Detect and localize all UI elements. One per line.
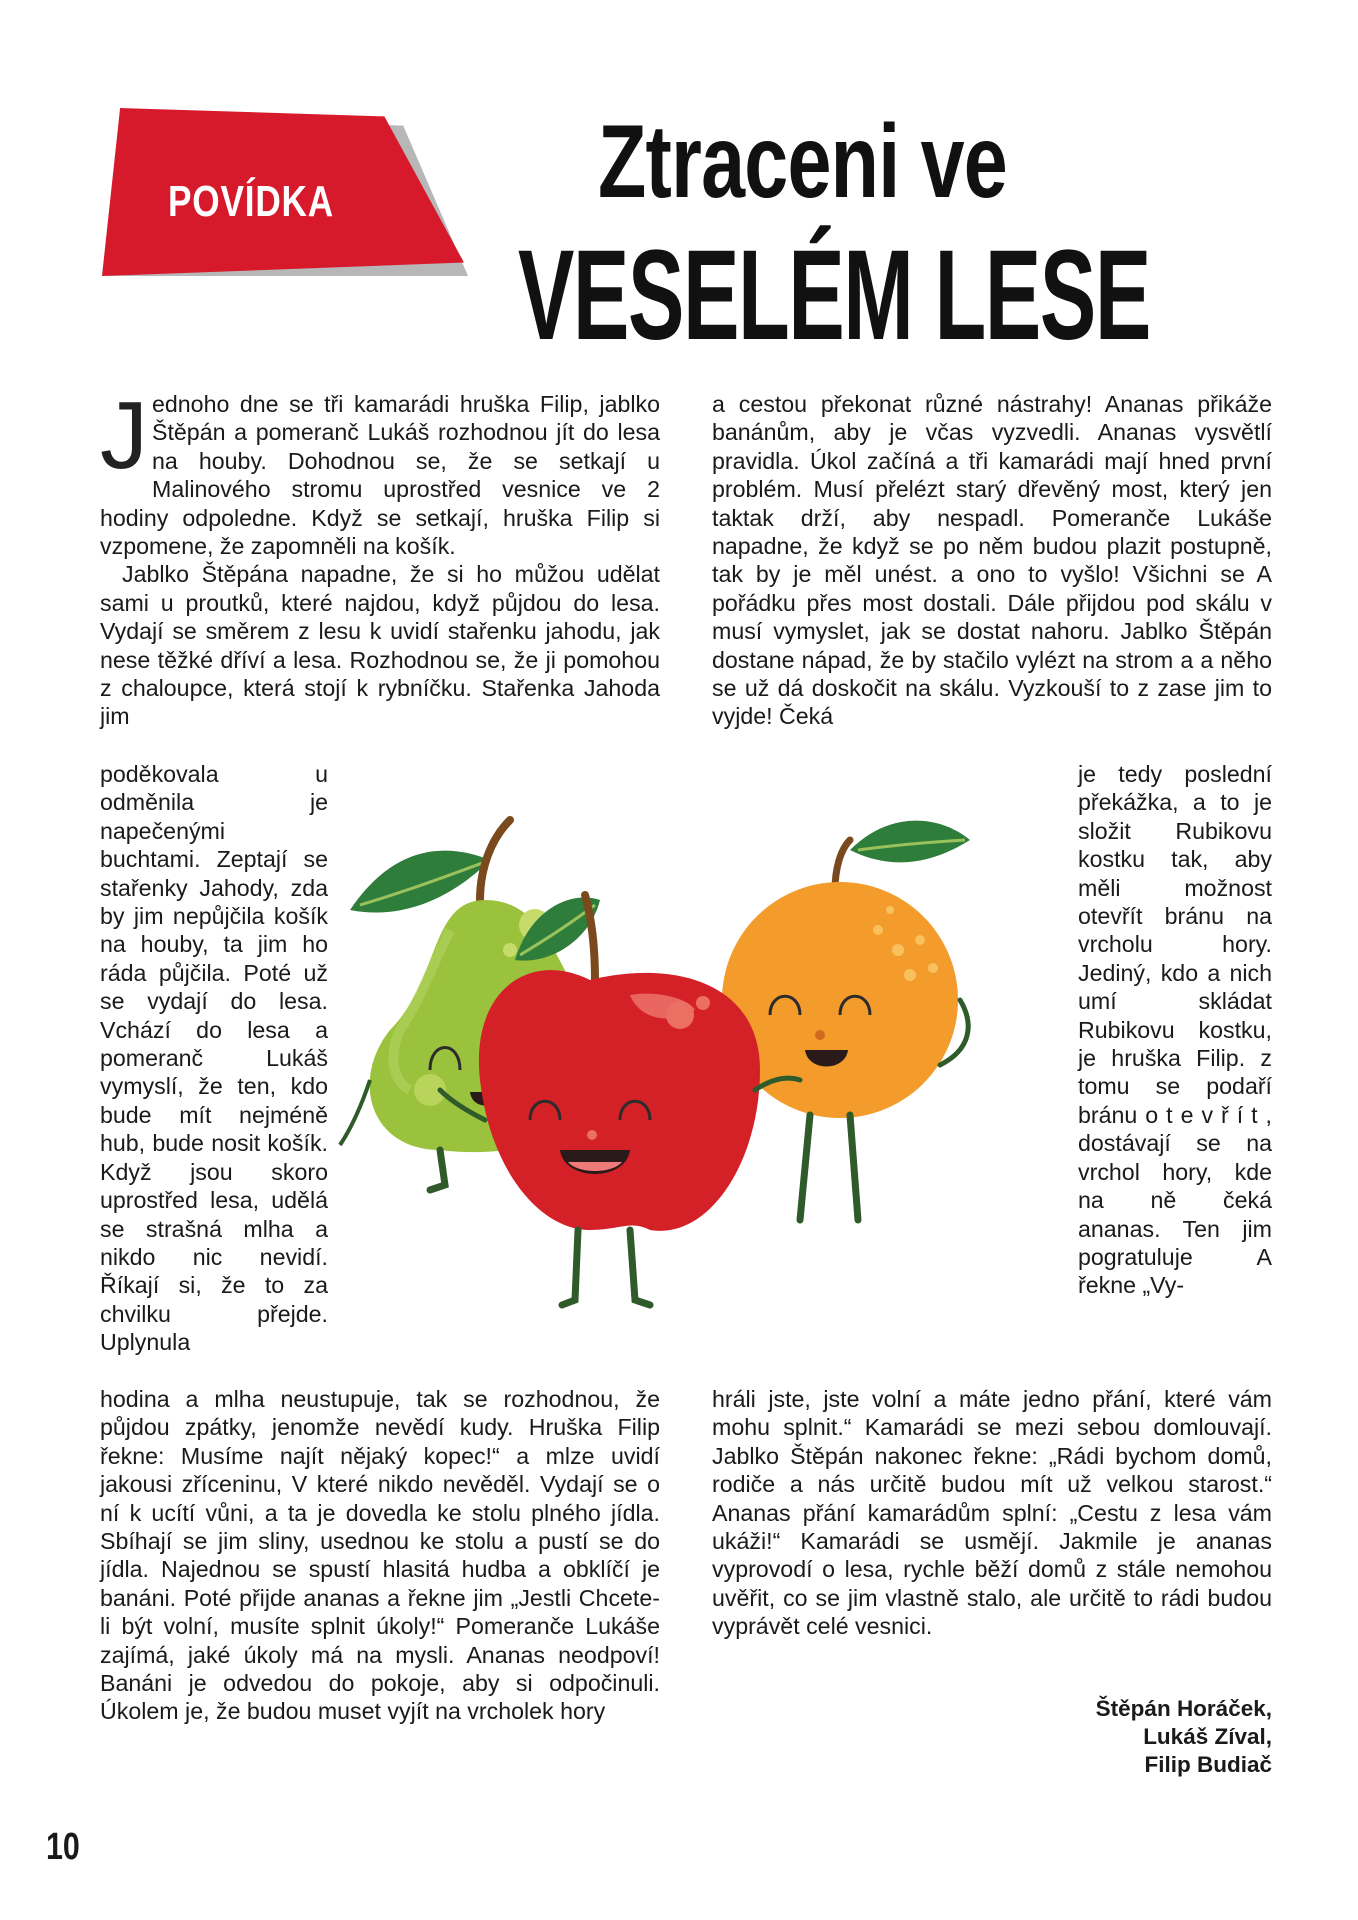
authors [1096,1695,1272,1779]
author-1: Štěpán Horáček, [1095,1696,1272,1721]
article-left-bottom: hodina a mlha neustupuje, tak se rozhodnou, že půjdou zpátky, jenomže nevědí kudy. Hruška Filip řekne: Musíme najít nějaký kopec!“ a mlze uvidí jakousi zříceninu, V které nikdo nevěděl. Vydají se o ní k ucítí vůni, a ta je dovedla ke stolu plného jídla. Sbíhají se jim sliny, usednou ke stolu a pustí se do jídla. Najednou se spustí hlasitá hudba a obklíčí je banáni. Poté přijde ananas a řekne jim „Jestli Chcete-li být volní, musíte splnit úkoly!“ Pomeranče Lukáše zajímá, jaké úkoly má na mysli. Ananas neodpoví! Banáni je odvedou do pokoje, aby si odpočinuli. Úkolem je, že budou muset vyjít na vrcholek hory [100,1386,660,1725]
author-2: Lukáš Zíval, [1143,1724,1272,1749]
article-left-narrow: poděkovala u odměnila je napečenými buchtami. Zeptají se stařenky Jahody, zda by jim nepůjčila košík na houby, ta jim ho ráda půjčila. Poté už se vydají do lesa. Vchází do lesa a pomeranč Lukáš vymyslí, že ten, kdo bude mít nejméně hub, bude nosit košík. Když jsou skoro uprostřed lesa, udělá se strašná mlha a nikdo nic nevidí. Říkají si, že to za chvilku přejde. Uplynula [100,761,328,1356]
drop-cap: J [100,382,148,489]
paragraph-1: ednoho dne se tři kamarádi hruška Filip, jablko Štěpán a pomeranč Lukáš rozhodnou jít do lesa na houby. Dohodnou se, že se setkají u Malinového stromu uprostřed vesnice ve 2 hodiny odpoledne. Když se setkají, hruška Filip si vzpomene, že zapomněli na košík. [100,391,660,560]
article-right-bottom: hráli jste, jste volní a máte jedno přání, které vám mohu splnit.“ Kamarádi se mezi sebou domlouvají. Jablko Štěpán nakonec řekne: „Rádi bychom domů, rodiče a nás určitě budou mít už velkou starost.“ Ananas přání kamarádům splní: „Cestu z lesa vám ukáži!“ Kamarádi se usmějí. Jakmile je ananas vyprovodí o lesa, rychle běží domů z stále nemohou uvěřit, co se jim vlastně stalo, ale určitě to rádi budou vyprávět celé vesnici. [712,1386,1272,1640]
article-right-narrow: je tedy poslední překážka, a to je složit Rubikovu kostku tak, aby měli možnost otevřít bránu na vrcholu hory. Jediný, kdo a nich umí skládat Rubikovu kostku, je hruška Filip. z tomu se podaří bránu o t e v ř í t , dostávají se na vrchol hory, kde na ně čeká ananas. Ten jim pogratuluje A řekne „Vy- [1078,761,1272,1299]
title-line-2: VESELÉM LESE [518,224,1150,367]
author-3: Filip Budiač [1144,1752,1272,1777]
section-label: POVÍDKA [168,177,334,226]
article-left-top [100,382,660,731]
orange-character [722,821,970,1220]
page-number: 10 [46,1826,80,1868]
paragraph-2: Jablko Štěpána napadne, že si ho můžou udělat sami u proutků, které najdou, když půjdou do lesa. Vydají se směrem z lesu k uvidí stařenku jahodu, jak nese těžké dříví a lesa. Rozhodnou se, že ji pomohou z chaloupce, která stojí k rybníčku. Stařenka Jahoda jim [100,561,660,730]
article-right-top: a cestou překonat různé nástrahy! Ananas přikáže banánům, aby je včas vyzvedli. Ananas vysvětlí pravidla. Úkol začíná a tři kamarádi mají hned první problém. Musí přelézt starý dřevěný most, který jen taktak drží, aby nespadl. Pomeranče Lukáše napadne, že když se po něm budou plazit postupně, tak by je měl unést. a ono to vyšlo! Všichni se A pořádku přes most dostali. Dále přijdou pod skálu v musí vymyslet, jak se dostat nahoru. Jablko Štěpán dostane nápad, že by stačilo vylézt na strom a a něho se už dá doskočit na skálu. Vyzkouší to z zase jim to vyjde! Čeká [712,391,1272,730]
fruit-illustration [330,790,1070,1370]
title-line-1: Ztraceni ve [598,104,1007,220]
